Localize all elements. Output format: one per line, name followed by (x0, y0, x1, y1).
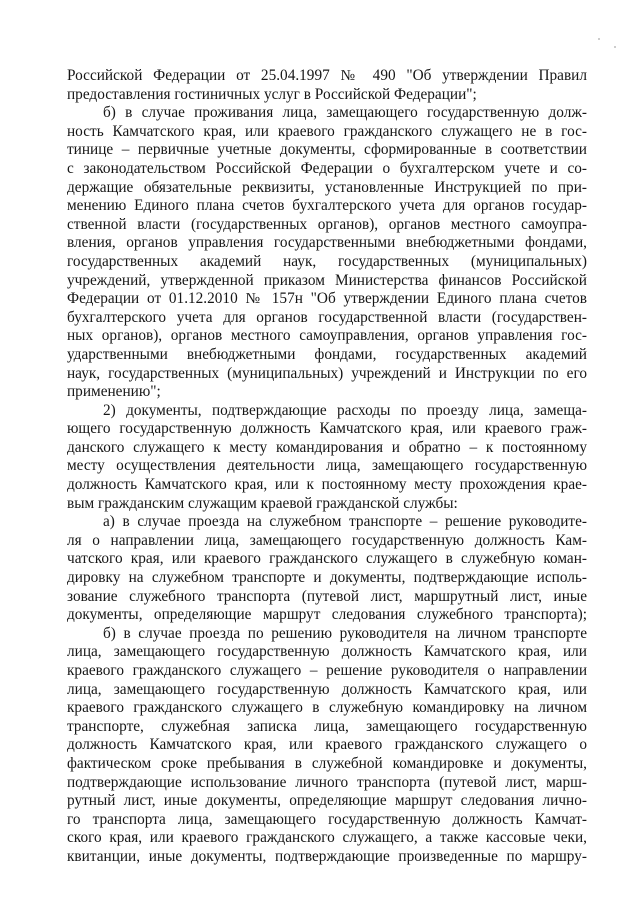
text-line: ударственными внебюджетными фондами, государственных академий (67, 345, 587, 363)
text-line: менению Единого плана счетов бухгалтерского учета для органов государ- (67, 197, 587, 215)
text-line: го транспорта лица, замещающего государственную должность Камчат- (67, 810, 587, 828)
text-line: лица, замещающего государственную должность Камчатского края, или (67, 643, 587, 661)
text-line: вым гражданским служащим краевой гражданской службы: (67, 494, 458, 512)
text-line: квитанции, иные документы, подтверждающие произведенные по маршру- (67, 847, 587, 865)
text-line: данского служащего к месту командирования и обратно – к постоянному (67, 438, 587, 456)
text-line: б) в случае проезда по решению руководителя на личном транспорте (103, 624, 587, 642)
text-line: вления, органов управления государственными внебюджетными фондами, (67, 234, 587, 252)
scan-speck (614, 46, 616, 48)
text-line: Федерации от 01.12.2010 № 157н "Об утверждении Единого плана счетов (67, 290, 587, 308)
text-line: применению"; (67, 383, 161, 401)
text-line: ность Камчатского края, или краевого гражданского служащего не в гос- (67, 122, 587, 140)
text-line: ского края, или краевого гражданского служащего, а также кассовые чеки, (67, 829, 587, 847)
text-line: держащие обязательные реквизиты, установленные Инструкцией по при- (67, 178, 587, 196)
text-line: государственных академий наук, государственных (муниципальных) (67, 252, 587, 270)
text-line: с законодательством Российской Федерации о бухгалтерском учете и со- (67, 159, 587, 177)
text-line: наук, государственных (муниципальных) учреждений и Инструкции по его (67, 364, 587, 382)
text-line: ственной власти (государственных органов), органов местного самоупра- (67, 215, 587, 233)
text-line: должность Камчатского края, или краевого гражданского служащего о (67, 736, 587, 754)
text-line: предоставления гостиничных услуг в Российской Федерации"; (67, 85, 477, 103)
text-line: лица, замещающего государственную должность Камчатского края, или (67, 680, 587, 698)
text-line: документы, определяющие маршрут следования служебного транспорта); (67, 606, 587, 624)
text-line: тинице – первичные учетные документы, сформированные в соответствии (67, 141, 587, 159)
text-line: месту осуществления деятельности лица, замещающего государственную (67, 457, 587, 475)
text-line: ля о направлении лица, замещающего государственную должность Кам- (67, 531, 587, 549)
text-line: Российской Федерации от 25.04.1997 № 490 "Об утверждении Правил (67, 67, 587, 84)
text-line: бухгалтерского учета для органов государственной власти (государствен- (67, 308, 587, 326)
text-line: учреждений, утвержденной приказом Министерства финансов Российской (67, 271, 587, 289)
text-line: фактическом сроке пребывания в служебной командировке и документы, (67, 754, 587, 772)
text-line: краевого гражданского служащего – решение руководителя о направлении (67, 662, 587, 679)
text-line: зование служебного транспорта (путевой лист, маршрутный лист, иные (67, 587, 587, 605)
scan-speck (598, 38, 600, 40)
text-line: 2) документы, подтверждающие расходы по проезду лица, замеща- (103, 401, 587, 419)
text-line: ных органов), органов местного самоуправления, органов управления гос- (67, 327, 587, 345)
text-line: дировку на служебном транспорте и документы, подтверждающие исполь- (67, 569, 587, 587)
text-line: транспорте, служебная записка лица, замещающего государственную (67, 717, 587, 735)
text-line: подтверждающие использование личного транспорта (путевой лист, марш- (67, 773, 587, 791)
text-line: чатского края, или краевого гражданского служащего в служебную коман- (67, 550, 587, 568)
text-line: ющего государственную должность Камчатского края, или краевого граж- (67, 420, 587, 438)
text-line: должность Камчатского края, или к постоянному месту прохождения крае- (67, 476, 587, 494)
document-body (67, 67, 587, 867)
text-line: а) в случае проезда на служебном транспорте – решение руководите- (103, 513, 587, 531)
text-line: краевого гражданского служащего в служебную командировку на личном (67, 699, 587, 717)
text-line: рутный лист, иные документы, определяющие маршрут следования лично- (67, 792, 587, 810)
text-line: б) в случае проживания лица, замещающего государственную долж- (103, 104, 587, 122)
